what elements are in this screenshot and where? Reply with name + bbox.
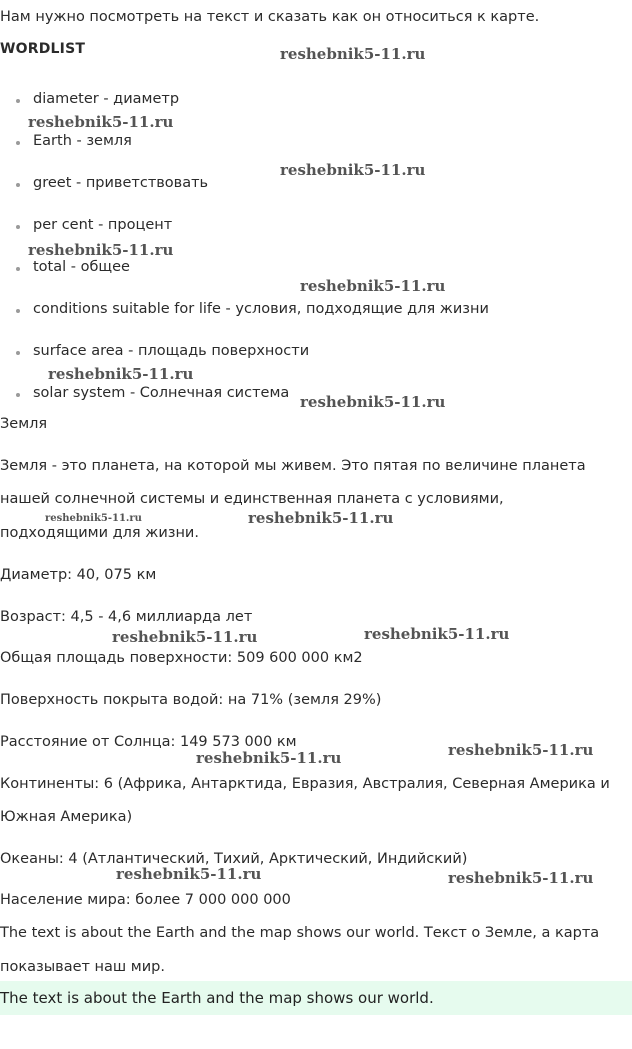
watermark: reshebnik5-11.ru [116,865,262,883]
summary-line: показывает наш мир. [0,959,165,975]
list-bullet [16,141,20,145]
list-bullet [16,267,20,271]
watermark: reshebnik5-11.ru [300,277,446,295]
fact-diameter: Диаметр: 40, 075 км [0,567,157,583]
fact-water: Поверхность покрыта водой: на 71% (земля 29%) [0,692,382,708]
list-item: conditions suitable for life - условия, подходящие для жизни [33,301,489,317]
paragraph-line: нашей солнечной системы и единственная планета с условиями, [0,491,504,507]
watermark: reshebnik5-11.ru [45,513,142,524]
list-item: total - общее [33,259,130,275]
fact-age: Возраст: 4,5 - 4,6 миллиарда лет [0,609,253,625]
summary-line: The text is about the Earth and the map shows our world. Текст о Земле, а карта [0,925,600,941]
fact-population: Население мира: более 7 000 000 000 [0,892,291,908]
list-bullet [16,99,20,103]
watermark: reshebnik5-11.ru [280,45,426,63]
watermark: reshebnik5-11.ru [48,365,194,383]
list-bullet [16,225,20,229]
watermark: reshebnik5-11.ru [300,393,446,411]
fact-oceans: Океаны: 4 (Атлантический, Тихий, Арктический, Индийский) [0,851,468,867]
watermark: reshebnik5-11.ru [280,161,426,179]
list-bullet [16,351,20,355]
answer-box [0,981,632,1015]
paragraph-line: подходящими для жизни. [0,525,199,541]
watermark: reshebnik5-11.ru [364,625,510,643]
watermark: reshebnik5-11.ru [28,113,174,131]
fact-distance: Расстояние от Солнца: 149 573 000 км [0,734,297,750]
watermark: reshebnik5-11.ru [28,241,174,259]
paragraph-line: Земля - это планета, на которой мы живем. Это пятая по величине планета [0,458,586,474]
answer-text: The text is about the Earth and the map shows our world. [0,989,434,1007]
list-item: per cent - процент [33,217,173,233]
watermark: reshebnik5-11.ru [448,869,594,887]
list-bullet [16,309,20,313]
intro-text: Нам нужно посмотреть на текст и сказать как он относиться к карте. [0,9,540,25]
list-item: Earth - земля [33,133,132,149]
list-item: diameter - диаметр [33,91,180,107]
list-item: surface area - площадь поверхности [33,343,310,359]
watermark: reshebnik5-11.ru [248,509,394,527]
fact-surface: Общая площадь поверхности: 509 600 000 км2 [0,650,363,666]
watermark: reshebnik5-11.ru [448,741,594,759]
text-title: Земля [0,416,48,432]
list-bullet [16,393,20,397]
list-item: greet - приветствовать [33,175,209,191]
watermark: reshebnik5-11.ru [196,749,342,767]
list-bullet [16,183,20,187]
fact-continents: Континенты: 6 (Африка, Антарктида, Евразия, Австралия, Северная Америка и [0,776,610,792]
wordlist-heading: WORDLIST [0,41,86,57]
fact-continents-cont: Южная Америка) [0,809,133,825]
watermark: reshebnik5-11.ru [112,628,258,646]
list-item: solar system - Солнечная система [33,385,290,401]
